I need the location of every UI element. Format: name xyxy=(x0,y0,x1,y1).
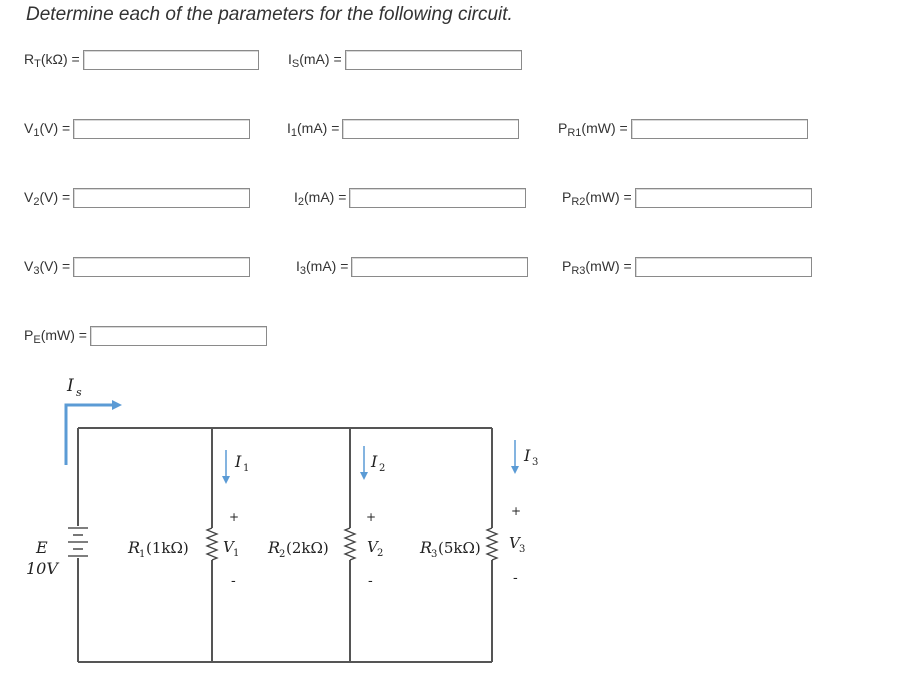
i2-arrowhead xyxy=(360,472,368,480)
v3-plus: + xyxy=(511,504,522,518)
v1-minus: - xyxy=(231,573,236,589)
i2-label-sub: 2 xyxy=(379,463,386,474)
v1-plus: + xyxy=(229,510,240,524)
r2-label-main: R xyxy=(268,538,281,557)
i3-arrowhead xyxy=(511,466,519,474)
i2-label: $I_2(mA)$ = xyxy=(294,188,347,208)
r1-label-sub: 1 xyxy=(139,549,146,560)
resistor-r2 xyxy=(345,528,355,560)
field-i3 xyxy=(296,255,528,279)
v2-label-main: V xyxy=(367,538,378,556)
v3-input[interactable] xyxy=(73,257,250,277)
rt-input[interactable] xyxy=(83,50,259,70)
is-arrow xyxy=(66,405,114,465)
field-v1 xyxy=(24,117,250,141)
pr1-label: $P_{R1}(mW)$ = xyxy=(558,119,628,139)
v3-label-main: V xyxy=(509,534,520,552)
i3-label-sub: 3 xyxy=(532,457,539,468)
v1-label: $V_1(V)$ = xyxy=(24,119,71,139)
v2-input[interactable] xyxy=(73,188,250,208)
field-is xyxy=(288,48,522,72)
is-arrowhead xyxy=(112,400,122,410)
r1-label-value: (1kΩ) xyxy=(146,539,189,557)
v2-minus: - xyxy=(368,573,373,589)
r1-label-main: R xyxy=(128,538,141,557)
field-pr1 xyxy=(558,117,808,141)
r3-label-sub: 3 xyxy=(431,549,438,560)
v3-minus: - xyxy=(513,570,518,586)
pr3-input[interactable] xyxy=(635,257,812,277)
is-input[interactable] xyxy=(345,50,522,70)
i2-input[interactable] xyxy=(349,188,526,208)
field-rt xyxy=(24,48,259,72)
v3-label-sub: 3 xyxy=(519,544,526,555)
battery-symbol xyxy=(68,528,88,556)
i3-label: $I_3(mA)$ = xyxy=(296,257,349,277)
pe-label: $P_E(mW)$ = xyxy=(24,326,87,346)
i2-label-main: I xyxy=(371,452,378,471)
field-v3 xyxy=(24,255,250,279)
v2-label: $V_2(V)$ = xyxy=(24,188,71,208)
v2-label-sub: 2 xyxy=(377,548,384,559)
field-v2 xyxy=(24,186,250,210)
i1-arrowhead xyxy=(222,476,230,484)
source-value: 10V xyxy=(26,559,58,578)
i1-label-main: I xyxy=(235,452,242,471)
is-label-main: I xyxy=(67,376,74,396)
v1-label-sub: 1 xyxy=(233,548,240,559)
rt-label: $R_T(k\Omega)$ = xyxy=(24,50,80,70)
circuit-diagram xyxy=(0,360,600,675)
r2-label-sub: 2 xyxy=(279,549,286,560)
r3-label-main: R xyxy=(420,538,433,557)
r3-label-value: (5kΩ) xyxy=(438,539,481,557)
is-label: $I_S(mA)$ = xyxy=(288,50,342,70)
pr2-label: $P_{R2}(mW)$ = xyxy=(562,188,632,208)
v2-plus: + xyxy=(366,510,377,524)
pe-input[interactable] xyxy=(90,326,267,346)
page-title: Determine each of the parameters for the following circuit. xyxy=(26,4,513,25)
resistor-r1 xyxy=(207,528,217,560)
field-i2 xyxy=(294,186,526,210)
field-pr2 xyxy=(562,186,812,210)
is-label-sub: s xyxy=(76,386,82,399)
i3-input[interactable] xyxy=(351,257,528,277)
v1-input[interactable] xyxy=(73,119,250,139)
field-pe xyxy=(24,324,267,348)
pr1-input[interactable] xyxy=(631,119,808,139)
field-pr3 xyxy=(562,255,812,279)
pr3-label: $P_{R3}(mW)$ = xyxy=(562,257,632,277)
r2-label-value: (2kΩ) xyxy=(286,539,329,557)
field-i1 xyxy=(287,117,519,141)
resistor-r3 xyxy=(487,528,497,560)
i3-label-main: I xyxy=(524,446,531,465)
i1-label-sub: 1 xyxy=(243,463,250,474)
i1-input[interactable] xyxy=(342,119,519,139)
pr2-input[interactable] xyxy=(635,188,812,208)
v1-label-main: V xyxy=(223,538,234,556)
i1-label: $I_1(mA)$ = xyxy=(287,119,340,139)
v3-label: $V_3(V)$ = xyxy=(24,257,71,277)
source-label: E xyxy=(36,538,48,557)
